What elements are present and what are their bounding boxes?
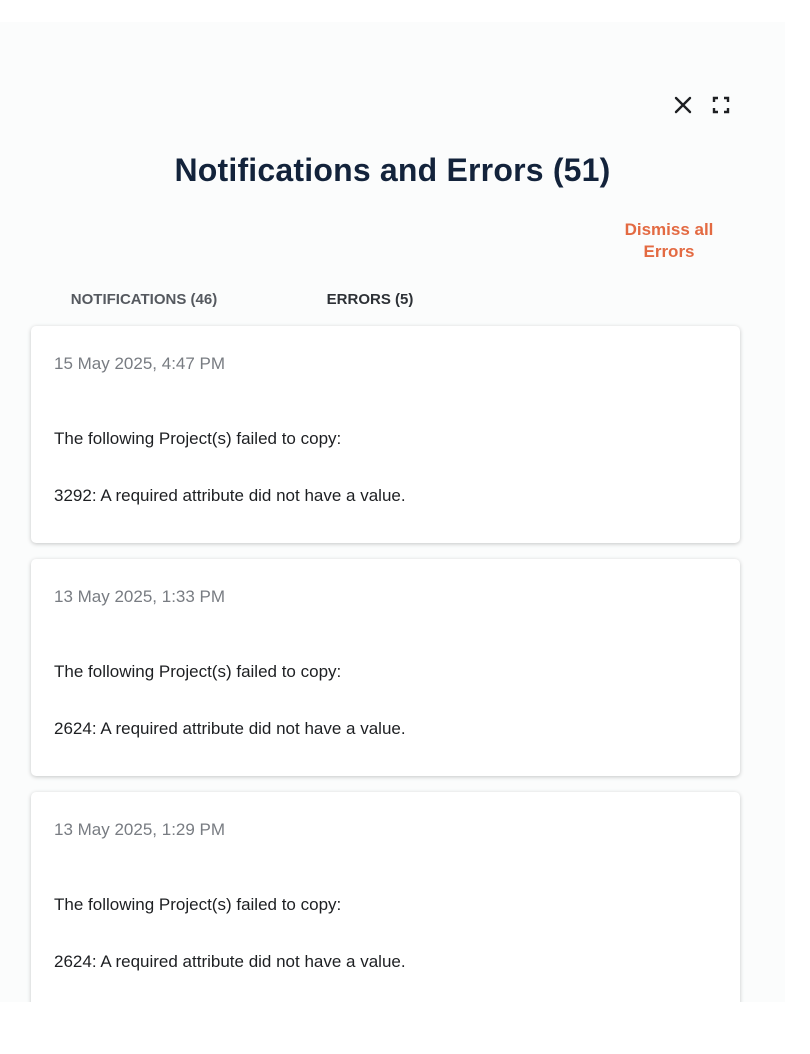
error-timestamp: 13 May 2025, 1:33 PM [54, 587, 226, 606]
notifications-panel [0, 22, 785, 1002]
tab-label: NOTIFICATIONS (46) [70, 291, 218, 308]
dismiss-all-errors-button[interactable]: Dismiss all Errors [624, 220, 714, 261]
error-message: The following Project(s) failed to copy: [54, 429, 342, 448]
error-detail: 2624: A required attribute did not have a value. [54, 952, 406, 971]
close-icon[interactable] [672, 94, 694, 116]
error-detail: 3292: A required attribute did not have a value. [54, 486, 406, 505]
error-timestamp: 15 May 2025, 4:47 PM [54, 354, 226, 373]
error-card [31, 792, 740, 1002]
page-title: Notifications and Errors (51) [174, 152, 611, 188]
error-message: The following Project(s) failed to copy: [54, 662, 342, 681]
error-message: The following Project(s) failed to copy: [54, 895, 342, 914]
error-detail: 2624: A required attribute did not have a value. [54, 719, 406, 738]
error-card [31, 326, 740, 543]
error-timestamp: 13 May 2025, 1:29 PM [54, 820, 226, 839]
fullscreen-icon[interactable] [712, 96, 730, 114]
tab-label: ERRORS (5) [326, 291, 414, 308]
error-card [31, 559, 740, 776]
